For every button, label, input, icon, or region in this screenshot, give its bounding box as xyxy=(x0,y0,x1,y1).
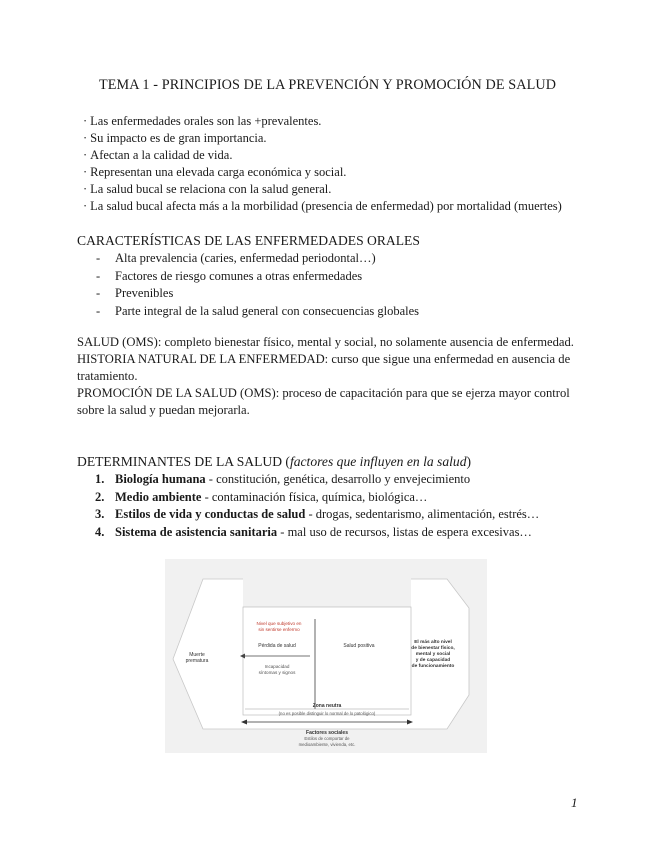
list-item: · La salud bucal afecta más a la morbilidad (presencia de enfermedad) por mortalidad (muertes) xyxy=(83,198,603,215)
diagram-top-notch xyxy=(243,559,411,607)
item-desc: - drogas, sedentarismo, alimentación, estrés… xyxy=(305,507,540,521)
factores-label: Factores sociales xyxy=(306,730,348,736)
characteristics-section xyxy=(77,232,587,320)
red-label-2: sin sentirse enfermo xyxy=(258,627,300,632)
intro-points-list xyxy=(83,113,603,215)
item-term: Estilos de vida y conductas de salud xyxy=(115,507,306,521)
muerte-label-2: prematura xyxy=(185,658,209,664)
list-item: - Parte integral de la salud general con consecuencias globales xyxy=(77,303,587,321)
zona-neutra-sub: (no es posible distinguir lo normal de lo patológico) xyxy=(278,711,376,716)
zona-neutra-label: Zona neutra xyxy=(312,703,342,709)
item-desc: - contaminación física, química, biológica… xyxy=(201,489,428,504)
determinants-list xyxy=(77,471,587,541)
heading-close: ) xyxy=(466,454,472,469)
elevado-label-1: El más alto nivel xyxy=(414,640,452,645)
item-number: 1. xyxy=(95,472,105,486)
list-item: - Alta prevalencia (caries, enfermedad periodontal…) xyxy=(77,250,587,268)
item-term: Medio ambiente xyxy=(115,489,202,504)
item-term: Sistema de asistencia sanitaria xyxy=(115,524,278,539)
elevado-label-3: mental y social xyxy=(415,652,451,657)
definition-promocion: PROMOCIÓN DE LA SALUD (OMS): proceso de capacitación para que se ejerza mayor control sobre la salud y puedan mejorarla. xyxy=(77,386,570,417)
incapacidad-label-1: Incapacidad xyxy=(264,664,290,669)
characteristics-list xyxy=(77,250,587,320)
heading-main: DETERMINANTES DE LA SALUD ( xyxy=(77,454,290,469)
muerte-label-1: Muerte xyxy=(189,652,205,658)
definition-salud: SALUD (OMS): completo bienestar físico, mental y social, no solamente ausencia de enfermedad. xyxy=(77,335,574,349)
definition-historia: HISTORIA NATURAL DE LA ENFERMEDAD: curso que sigue una enfermedad en ausencia de tratamiento. xyxy=(77,352,571,383)
factores-sub-1: Estilos de comportar de xyxy=(304,736,350,741)
list-item: - Prevenibles xyxy=(77,285,587,303)
list-item: · Representan una elevada carga económica y social. xyxy=(83,164,603,181)
health-continuum-diagram xyxy=(165,559,487,753)
item-number: 3. xyxy=(95,507,105,521)
incapacidad-label-2: síntomas y signos xyxy=(258,670,296,675)
list-item xyxy=(77,489,587,507)
page-title: TEMA 1 - PRINCIPIOS DE LA PREVENCIÓN Y PROMOCIÓN DE SALUD xyxy=(98,77,557,93)
item-desc: - constitución, genética, desarrollo y envejecimiento xyxy=(205,472,471,486)
list-item: · La salud bucal se relaciona con la salud general. xyxy=(83,181,603,198)
elevado-label-5: de funcionamiento xyxy=(411,664,455,669)
salud-positiva-label: Salud positiva xyxy=(343,643,375,649)
perdida-label: Pérdida de salud xyxy=(258,643,296,649)
list-item: - Factores de riesgo comunes a otras enfermedades xyxy=(77,268,587,286)
elevado-label-2: de bienestar físico, xyxy=(411,646,455,651)
heading-italic: factores que influyen en la salud xyxy=(289,454,467,469)
section-heading: CARACTERÍSTICAS DE LAS ENFERMEDADES ORALES xyxy=(77,233,420,248)
item-number: 4. xyxy=(95,524,105,539)
factores-sub-2: medioambiente, vivienda, etc. xyxy=(298,742,356,747)
definitions-block xyxy=(77,334,577,419)
list-item xyxy=(77,506,587,524)
item-desc: - mal uso de recursos, listas de espera excesivas… xyxy=(277,524,532,539)
red-label-1: Nivel que subjetivo en xyxy=(256,621,302,626)
section-heading xyxy=(77,453,587,471)
page-number: 1 xyxy=(571,795,578,810)
item-number: 2. xyxy=(95,489,105,504)
list-item: · Su impacto es de gran importancia. xyxy=(83,130,603,147)
item-term: Biología humana xyxy=(115,472,206,486)
list-item: · Las enfermedades orales son las +prevalentes. xyxy=(83,113,603,130)
list-item xyxy=(77,524,587,542)
list-item: · Afectan a la calidad de vida. xyxy=(83,147,603,164)
elevado-label-4: y de capacidad xyxy=(415,658,451,663)
list-item xyxy=(77,471,587,489)
determinants-section xyxy=(77,453,587,541)
